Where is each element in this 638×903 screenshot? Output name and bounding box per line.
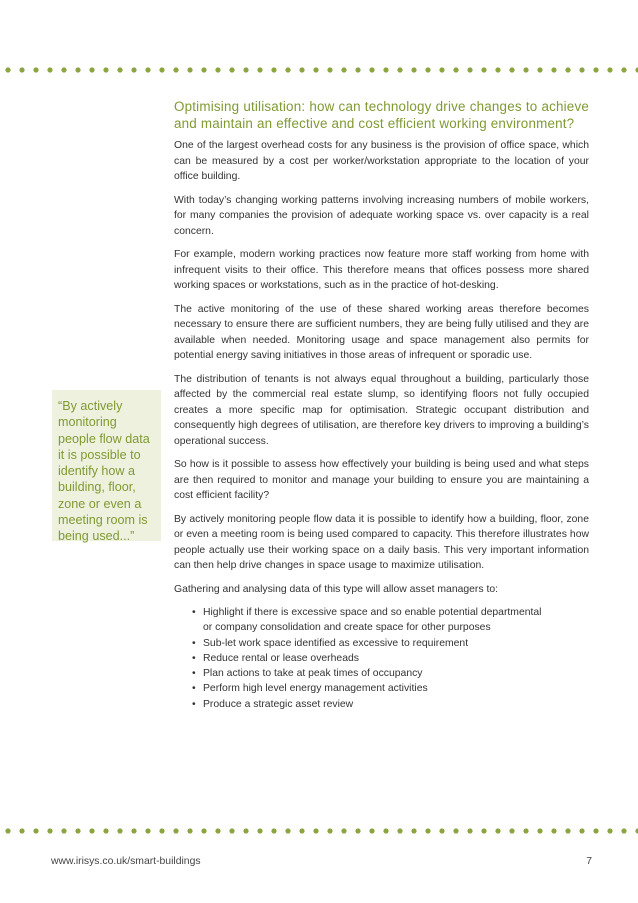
list-item (192, 666, 589, 681)
page-number: 7 (586, 856, 592, 867)
list-item-text: Highlight if there is excessive space and so enable potential departmental or company consolidation and create space for other purposes (203, 607, 542, 634)
paragraph-5: The distribution of tenants is not always equal throughout a building, particularly those affected by the commercial real estate slump, so identifying floors not fully occupied creates a more specific map for optimisation. Strategic occupant distribution and consequently high degrees of utilisation, are therefore key drivers to improving a building’s operational success. (174, 373, 589, 447)
paragraph-4: The active monitoring of the use of these shared working areas therefore becomes necessary to ensure there are sufficient numbers, they are being fully utilised and they are available when needed. Monitoring usage and space management also permits for potential energy saving initiatives in those areas of infrequent or sporadic use. (174, 303, 589, 361)
paragraph-7: By actively monitoring people flow data it is possible to identify how a building, floor, zone or even a meeting room is being used compared to capacity. This therefore illustrates how people actually use their working space on a daily basis. This very important information can then help drive changes in space usage to maximize utilisation. (174, 513, 589, 571)
bullet-icon: • (192, 683, 196, 695)
list-item-text: Sub-let work space identified as excessive to requirement (203, 637, 469, 649)
footer-website-url: www.irisys.co.uk/smart-buildings (51, 856, 201, 867)
bullet-icon: • (192, 652, 196, 664)
paragraph-8: Gathering and analysing data of this type will allow asset managers to: (174, 583, 499, 595)
list-item (192, 636, 589, 651)
list-item-text: Reduce rental or lease overheads (203, 652, 359, 664)
list-item (192, 605, 589, 636)
list-item (192, 697, 589, 712)
paragraph-1: One of the largest overhead costs for any business is the provision of office space, which can be measured by a cost per worker/workstation appropriate to the location of your office building. (174, 140, 589, 182)
list-item-text: Perform high level energy management activities (203, 683, 428, 695)
list-item (192, 651, 589, 666)
main-article (174, 99, 589, 712)
bullet-icon: • (192, 668, 196, 680)
paragraph-2: With today’s changing working patterns involving increasing numbers of mobile workers, for many companies the provision of adequate working space vs. over capacity is a real concern. (174, 194, 589, 237)
bullet-icon: • (192, 637, 196, 649)
list-item-text: Plan actions to take at peak times of occupancy (203, 668, 423, 680)
list-item (192, 681, 589, 696)
bottom-dot-divider (0, 827, 638, 835)
benefits-list (174, 605, 589, 712)
pull-quote-text: “By actively monitoring people flow data it is possible to identify how a building, floor, zone or even a meeting room is being used...” (58, 399, 150, 544)
paragraph-3: For example, modern working practices now feature more staff working from home with infrequent visits to their office. This therefore means that offices possess more shared working spaces or workstations, such as in the practice of hot-desking. (174, 249, 589, 291)
paragraph-6: So how is it possible to assess how effectively your building is being used and what steps are then required to monitor and manage your building to ensure you are maintaining a cost efficient facility? (174, 459, 589, 501)
bullet-icon: • (192, 698, 196, 710)
bullet-icon: • (192, 607, 196, 618)
pull-quote-box (52, 390, 161, 544)
list-item-text: Produce a strategic asset review (203, 698, 354, 710)
top-dot-divider (0, 66, 638, 74)
section-heading: Optimising utilisation: how can technology drive changes to achieve and maintain an effective and cost efficient working environment? (174, 99, 589, 131)
